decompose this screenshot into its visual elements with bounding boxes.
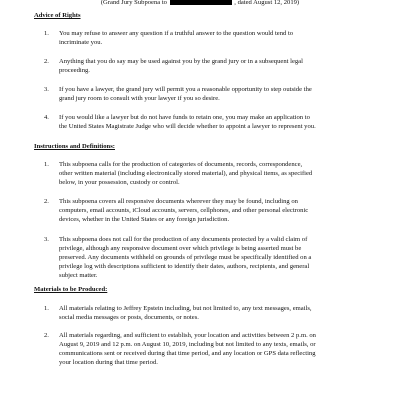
item-number: 3. <box>44 86 49 93</box>
item-text-line: All materials relating to Jeffrey Epstein including, but not limited to, any text messages, emails, <box>59 305 312 312</box>
item-text-line: computers, email accounts, iCloud accounts, servers, cellphones, and other personal electronic <box>59 207 309 214</box>
list-item <box>44 85 374 103</box>
redaction-bar <box>170 0 232 5</box>
item-text-line: the United States Magistrate Judge who will decide whether to appoint a lawyer to represent you. <box>59 123 316 130</box>
item-text-line: This subpoena calls for the production of categories of documents, records, correspondence, <box>59 161 303 168</box>
list-item <box>44 304 374 322</box>
item-number: 2. <box>44 332 49 339</box>
subpoena-reference-suffix: , dated August 12, 2019) <box>234 0 300 6</box>
item-text-line: communications sent or received during that time period, and any location or GPS data reflecting <box>59 350 316 357</box>
item-text-line: incriminate you. <box>59 39 103 46</box>
item-number: 1. <box>44 305 49 312</box>
item-text-line: preserved. Any documents withheld on grounds of privilege must be specifically identified on a <box>59 254 312 261</box>
item-text-line: proceeding. <box>59 67 90 74</box>
list-item <box>44 235 374 280</box>
item-text-line: If you have a lawyer, the grand jury will permit you a reasonable opportunity to step outside the <box>59 86 312 93</box>
item-text-line: other written material (including electronically stored material), and physical items, as specified <box>59 170 313 177</box>
item-number: 3. <box>44 236 49 243</box>
list-item <box>44 57 374 75</box>
item-text-line: devices, whether in the United States or any foreign jurisdiction. <box>59 216 230 223</box>
section-heading-instructions: Instructions and Definitions: <box>34 143 115 150</box>
section-heading-advice-of-rights: Advice of Rights <box>34 12 81 19</box>
item-number: 2. <box>44 58 49 65</box>
subpoena-reference <box>0 0 400 7</box>
item-number: 2. <box>44 198 49 205</box>
item-number: 1. <box>44 30 49 37</box>
list-item <box>44 29 374 47</box>
item-text-line: privilege log with descriptions sufficient to identify their dates, authors, recipients, and general <box>59 263 310 270</box>
item-text-line: privilege, although any responsive document over which privilege is being asserted must be <box>59 245 302 252</box>
item-text-line: subject matter. <box>59 272 98 279</box>
item-text-line: August 9, 2019 and 12 p.m. on August 10, 2019, including but not limited to any texts, emails, or <box>59 341 316 348</box>
list-item <box>44 160 374 187</box>
item-text-line: social media messages or posts, documents, or notes. <box>59 314 199 321</box>
item-text-line: If you would like a lawyer but do not have funds to retain one, you may make an application to <box>59 114 310 121</box>
item-text-line: This subpoena covers all responsive documents wherever they may be found, including on <box>59 198 298 205</box>
list-item <box>44 331 374 367</box>
subpoena-reference-prefix: (Grand Jury Subpoena to <box>100 0 167 6</box>
item-text-line: Anything that you do say may be used against you by the grand jury or in a subsequent legal <box>59 58 303 65</box>
list-item <box>44 197 374 224</box>
item-text-line: This subpoena does not call for the production of any documents protected by a valid claim of <box>59 236 308 243</box>
item-number: 1. <box>44 161 49 168</box>
section-heading-materials: Materials to be Produced: <box>34 286 108 293</box>
item-text-line: your location during that time period. <box>59 359 158 366</box>
item-text-line: below, in your possession, custody or control. <box>59 179 180 186</box>
item-number: 4. <box>44 114 49 121</box>
list-item <box>44 113 374 131</box>
item-text-line: You may refuse to answer any question if a truthful answer to the question would tend to <box>59 30 294 37</box>
item-text-line: All materials regarding, and sufficient to establish, your location and activities between 2 p.m. on <box>59 332 316 339</box>
item-text-line: grand jury room to consult with your lawyer if you so desire. <box>59 95 220 102</box>
